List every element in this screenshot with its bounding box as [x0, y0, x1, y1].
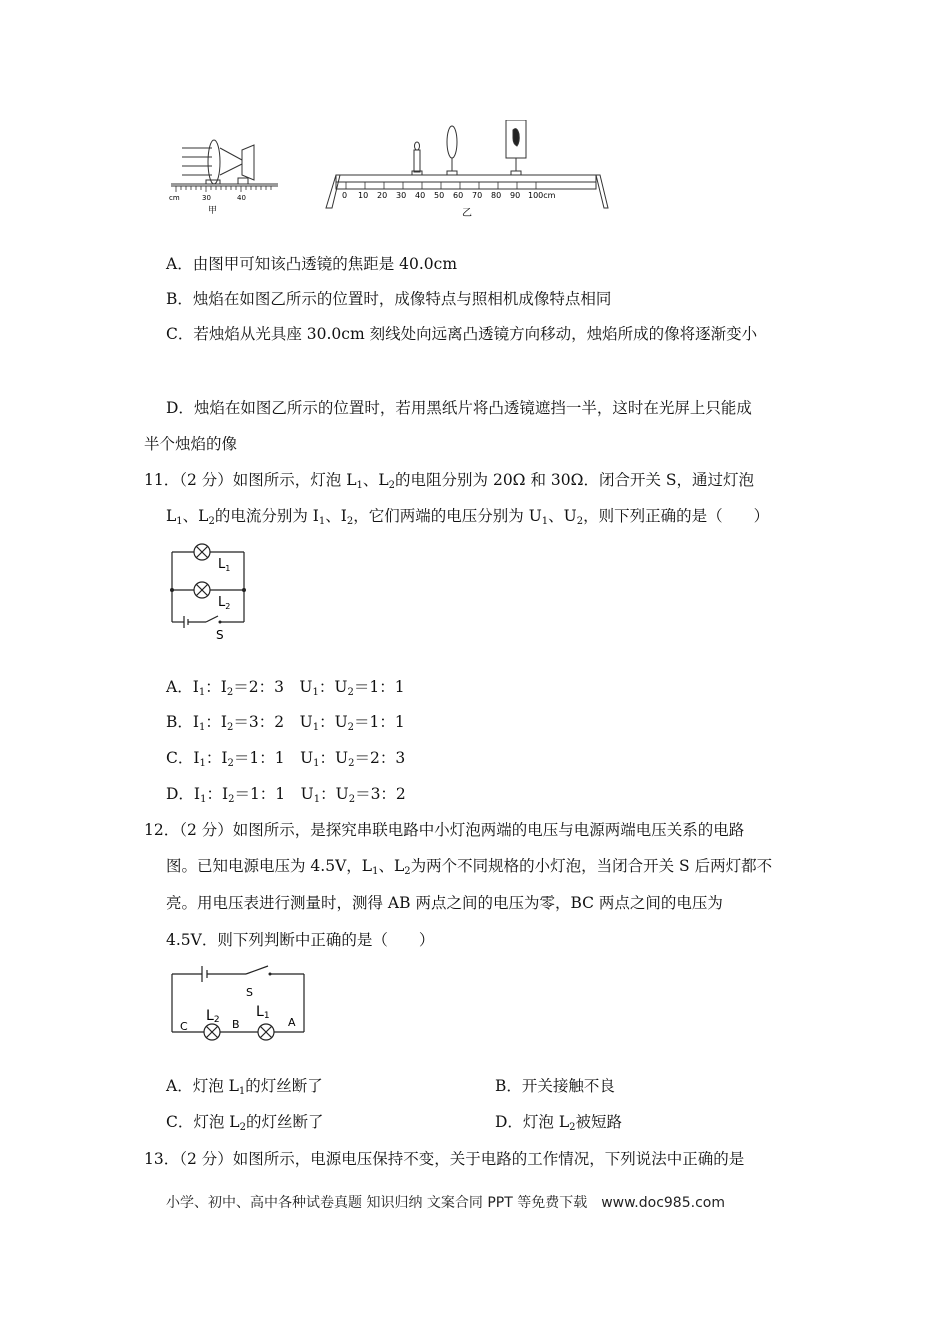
q12-option-d: D．灯泡 $L_2$被短路 — [495, 1113, 623, 1133]
q10-option-d-line1: D．烛焰在如图乙所示的位置时，若用黑纸片将凸透镜遮挡一半，这时在光屏上只能成 — [166, 399, 752, 417]
yi-tick-20: 20 — [377, 191, 388, 200]
yi-tick-30: 30 — [396, 191, 407, 200]
yi-tick-10: 10 — [358, 191, 369, 200]
q11-circuit-diagram — [166, 540, 256, 644]
q11-stem-line1: 11．（2 分）如图所示，灯泡 $L_1$、$L_2$的电阻分别为 20Ω 和 30Ω．闭合开关 S，通过灯泡 — [144, 471, 755, 491]
q12-circuit-diagram — [166, 962, 316, 1048]
yi-tick-70: 70 — [472, 191, 483, 200]
yi-tick-50: 50 — [434, 191, 445, 200]
figure-yi — [326, 120, 608, 208]
q11-option-a: A．$I_1$：$I_2=2$：3 $U_1$：$U_2=1$：1 — [166, 678, 405, 698]
q12-fig-label-l2: L2 — [206, 1008, 220, 1025]
q12-fig-label-b: B — [232, 1018, 240, 1031]
label-jia: 甲 — [208, 206, 218, 216]
q11-option-d: D．$I_1$：$I_2=1$：1 $U_1$：$U_2=3$：2 — [166, 785, 406, 805]
q12-fig-label-s: S — [246, 986, 253, 999]
q11-option-c: C．$I_1$：$I_2=1$：1 $U_1$：$U_2=2$：3 — [166, 749, 406, 769]
jia-tick-cm: cm — [169, 194, 180, 202]
q12-fig-label-c: C — [180, 1020, 188, 1033]
q12-option-a: A．灯泡 $L_1$的灯丝断了 — [166, 1077, 323, 1097]
yi-tick-0: 0 — [342, 191, 348, 200]
yi-tick-60: 60 — [453, 191, 464, 200]
yi-ruler-ticks — [346, 182, 536, 189]
label-yi: 乙 — [462, 208, 472, 219]
q12-stem-line1: 12．（2 分）如图所示，是探究串联电路中小灯泡两端的电压与电源两端电压关系的电路 — [144, 821, 745, 839]
q11-fig-label-l1: $L_1$ — [218, 557, 231, 573]
yi-tick-40: 40 — [415, 191, 426, 200]
q10-option-b: B．烛焰在如图乙所示的位置时，成像特点与照相机成像特点相同 — [166, 290, 612, 308]
q10-option-a: A．由图甲可知该凸透镜的焦距是 40.0cm — [166, 255, 458, 273]
q13-stem-line1: 13．（2 分）如图所示，电源电压保持不变，关于电路的工作情况，下列说法中正确的是 — [144, 1150, 745, 1168]
yi-tick-80: 80 — [491, 191, 502, 200]
q12-option-c: C．灯泡 $L_2$的灯丝断了 — [166, 1113, 324, 1133]
yi-tick-90: 90 — [510, 191, 521, 200]
q12-fig-label-l1: L1 — [256, 1004, 270, 1021]
q11-fig-label-s: S — [216, 628, 224, 642]
jia-tick-40: 40 — [237, 194, 246, 202]
q12-option-b: B．开关接触不良 — [495, 1077, 615, 1095]
q11-stem-line2: $L_1$、$L_2$的电流分别为 $I_1$、$I_2$，它们两端的电压分别为 $U_1$、$U_2$，则下列正确的是（ ） — [166, 507, 770, 527]
q11-fig-label-l2: $L_2$ — [218, 595, 231, 611]
q12-stem-line3: 亮。用电压表进行测量时，测得 AB 两点之间的电压为零，BC 两点之间的电压为 — [166, 894, 723, 912]
page-footer: 小学、初中、高中各种试卷真题 知识归纳 文案合同 PPT 等免费下载 www.doc985.com — [166, 1195, 725, 1211]
q12-stem-line4: 4.5V．则下列判断中正确的是（ ） — [166, 931, 435, 949]
optics-figure — [166, 120, 616, 230]
jia-ruler-ticks — [176, 186, 271, 192]
q11-option-b: B．$I_1$：$I_2=3$：2 $U_1$：$U_2=1$：1 — [166, 713, 405, 733]
q10-option-d-line2: 半个烛焰的像 — [144, 435, 238, 453]
q12-fig-label-a: A — [288, 1016, 296, 1029]
jia-tick-30: 30 — [202, 194, 211, 202]
q12-stem-line2: 图。已知电源电压为 4.5V，$L_1$、$L_2$为两个不同规格的小灯泡，当闭合开关 S 后两灯都不 — [166, 857, 773, 877]
figure-jia — [171, 140, 278, 186]
q10-option-c: C．若烛焰从光具座 30.0cm 刻线处向远离凸透镜方向移动，烛焰所成的像将逐渐变小 — [166, 325, 758, 343]
yi-tick-100cm: 100cm — [528, 191, 556, 200]
